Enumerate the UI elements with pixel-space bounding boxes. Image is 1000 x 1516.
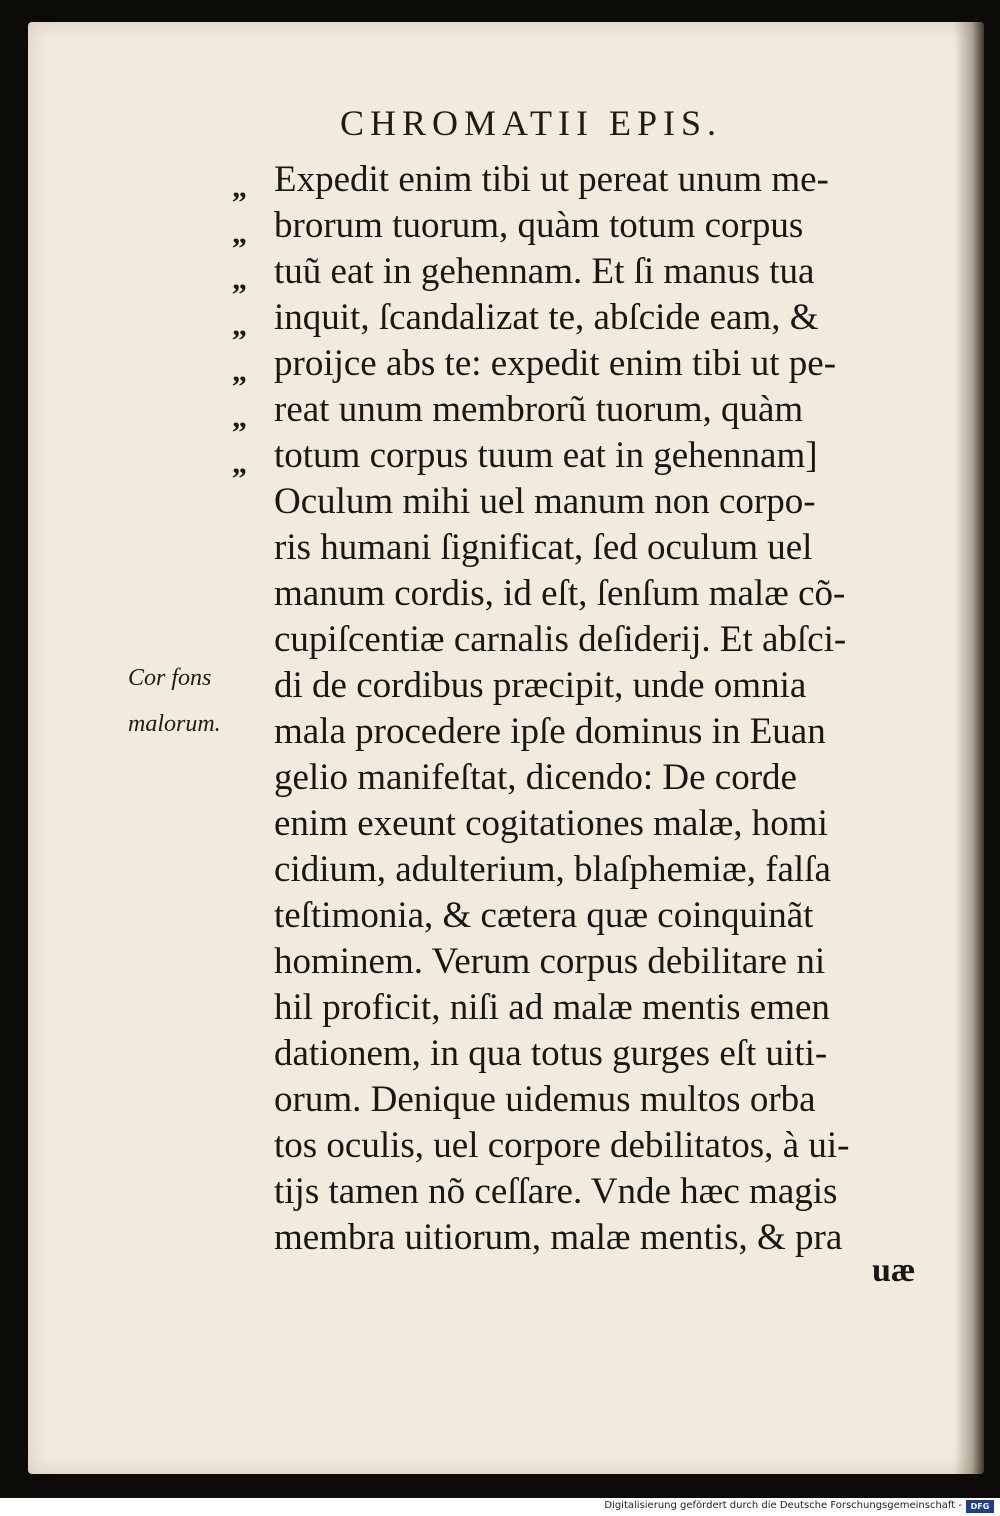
text-line: di de cordibus præcipit, unde omnia	[274, 665, 807, 706]
margin-note	[128, 652, 268, 744]
quotation-mark: „	[232, 355, 247, 388]
text-line: reat unum membrorũ tuorum, quàm	[274, 389, 804, 430]
dfg-logo: DFG	[966, 1500, 994, 1513]
text-line: mala procedere ipſe dominus in Euan	[274, 711, 826, 752]
text-line: Expedit enim tibi ut pereat unum me-	[274, 159, 829, 200]
text-line: proijce abs te: expedit enim tibi ut pe-	[274, 343, 837, 384]
text-line: brorum tuorum, quàm totum corpus	[274, 205, 804, 246]
text-line: tos oculis, uel corpore debilitatos, à ui-	[274, 1125, 850, 1166]
quotation-mark: „	[232, 217, 247, 250]
text-line: totum corpus tuum eat in gehennam]	[274, 435, 818, 476]
margin-note-line: malorum.	[128, 711, 221, 737]
quotation-marks-column	[232, 157, 266, 479]
text-line: inquit, ſcandalizat te, abſcide eam, &	[274, 297, 819, 338]
text-line: tuũ eat in gehennam. Et ſi manus tua	[274, 251, 815, 292]
quotation-mark: „	[232, 447, 247, 480]
text-line: enim exeunt cogitationes malæ, homi	[274, 803, 828, 844]
text-line: orum. Denique uidemus multos orba	[274, 1079, 816, 1120]
text-line: hominem. Verum corpus debilitare ni	[274, 941, 826, 982]
quotation-mark: „	[232, 263, 247, 296]
text-line: cidium, adulterium, blaſphemiæ, falſa	[274, 849, 831, 890]
text-line: membra uitiorum, malæ mentis, & pra	[274, 1217, 843, 1258]
running-head: CHROMATII EPIS.	[340, 103, 723, 143]
text-line: hil proficit, niſi ad malæ mentis emen	[274, 987, 830, 1028]
margin-note-line: Cor fons	[128, 665, 212, 691]
text-line: cupiſcentiæ carnalis deſiderij. Et abſci-	[274, 619, 847, 660]
page-gutter-shadow	[954, 22, 984, 1474]
quotation-mark: „	[232, 171, 247, 204]
text-line: ris humani ſignificat, ſed oculum uel	[274, 527, 813, 568]
text-line: dationem, in qua totus gurges eſt uiti-	[274, 1033, 828, 1074]
text-line: manum cordis, id eſt, ſenſum malæ cõ-	[274, 573, 846, 614]
quotation-mark: „	[232, 309, 247, 342]
text-line: teſtimonia, & cætera quæ coinquinãt	[274, 895, 814, 936]
catchword: uæ	[872, 1252, 916, 1289]
footer-bar	[0, 1498, 1000, 1516]
footer-credit: Digitalisierung gefördert durch die Deutsche Forschungsgemeinschaft -	[604, 1500, 962, 1511]
main-text-block	[274, 157, 934, 1261]
text-line: gelio manifeſtat, dicendo: De corde	[274, 757, 797, 798]
quotation-mark: „	[232, 401, 247, 434]
text-line: tijs tamen nõ ceſſare. Vnde hæc magis	[274, 1171, 838, 1212]
text-line: Oculum mihi uel manum non corpo-	[274, 481, 816, 522]
